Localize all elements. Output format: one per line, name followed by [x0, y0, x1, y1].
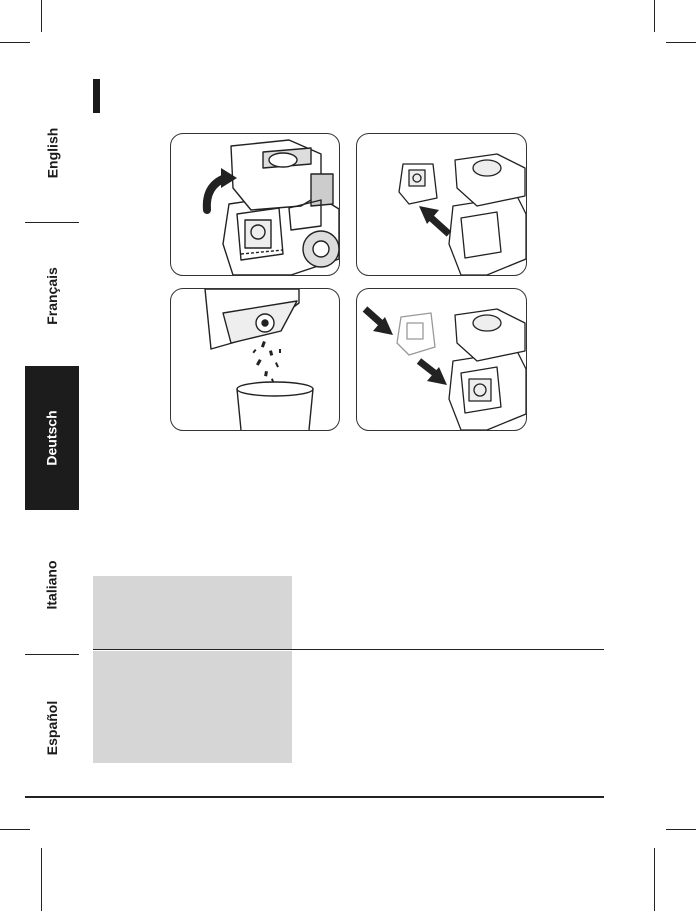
- crop-mark: [654, 848, 655, 911]
- tab-label: English: [44, 127, 60, 179]
- crop-mark: [666, 42, 696, 43]
- tab-italiano[interactable]: [25, 520, 79, 650]
- table-divider: [93, 649, 604, 650]
- illustration-panel-remove-bag: [356, 133, 527, 276]
- vacuum-open-lid-illustration: [171, 134, 339, 275]
- illustration-panel-insert-bag: [356, 288, 527, 431]
- crop-mark: [0, 829, 30, 830]
- table-cell-placeholder: [93, 651, 292, 763]
- table-cell-placeholder: [93, 576, 292, 649]
- section-heading-bar: [93, 79, 100, 113]
- tab-label: Español: [44, 700, 60, 756]
- tab-francais[interactable]: [25, 228, 79, 364]
- tab-deutsch[interactable]: [25, 366, 79, 510]
- vacuum-insert-bag-illustration: [357, 289, 526, 430]
- crop-mark: [41, 848, 42, 911]
- crop-mark: [0, 42, 30, 43]
- vacuum-remove-bag-illustration: [357, 134, 526, 275]
- illustration-panel-open-lid: [170, 133, 340, 276]
- arrow-icon: [419, 206, 449, 234]
- tab-divider: [25, 654, 79, 655]
- page-footer-rule: [25, 796, 604, 798]
- crop-mark: [41, 0, 42, 32]
- tab-label: Italiano: [43, 560, 60, 610]
- tab-label: Deutsch: [44, 410, 61, 466]
- tab-divider: [25, 222, 79, 223]
- tab-label: Français: [44, 267, 60, 325]
- illustration-panel-empty-bag: [170, 288, 340, 431]
- crop-mark: [666, 829, 696, 830]
- tab-espanol[interactable]: [25, 660, 79, 796]
- empty-bag-illustration: [171, 289, 339, 430]
- arrow-icon: [365, 309, 393, 335]
- tab-english[interactable]: [25, 88, 79, 218]
- crop-mark: [654, 0, 655, 32]
- arrow-icon: [419, 361, 447, 385]
